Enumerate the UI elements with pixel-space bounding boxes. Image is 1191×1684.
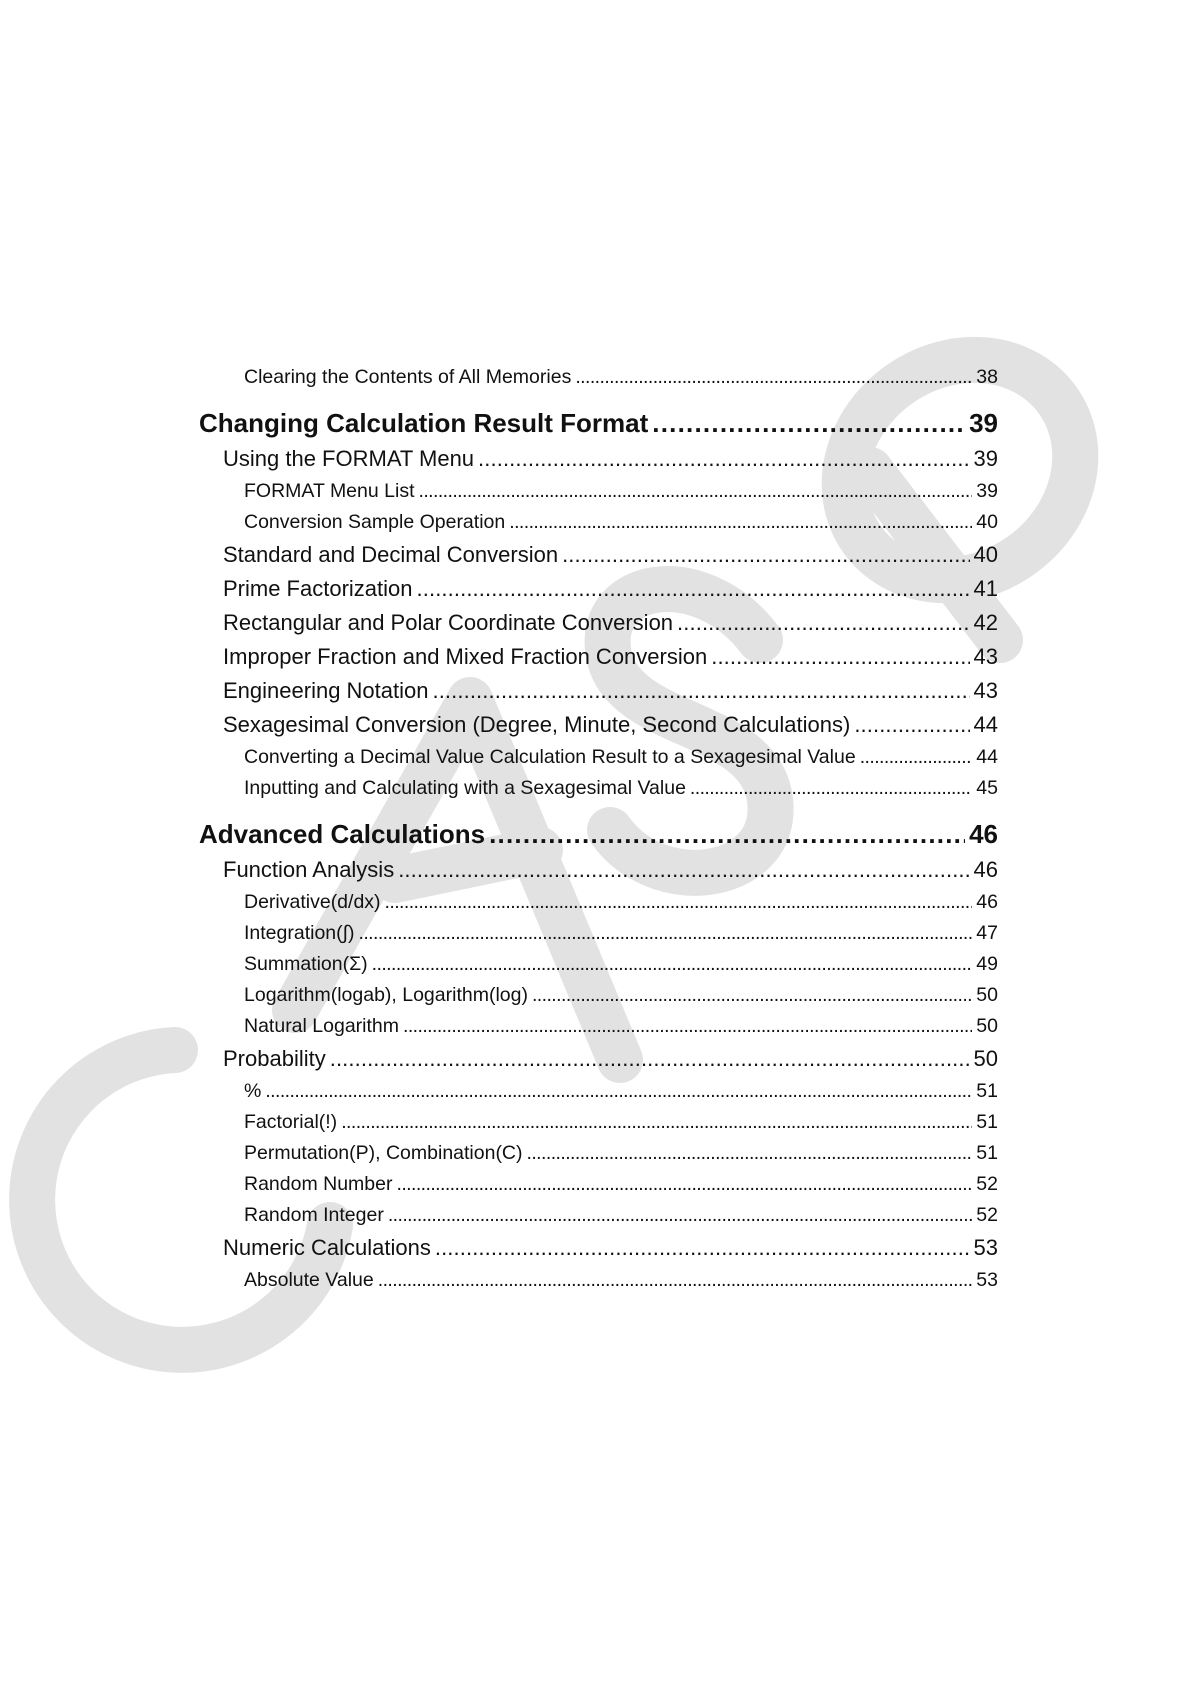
toc-entry-title: Inputting and Calculating with a Sexagesimal Value — [244, 777, 686, 799]
toc-entry-title: Derivative(d/dx) — [244, 891, 381, 913]
toc-entry-title: Standard and Decimal Conversion — [223, 542, 559, 567]
toc-entry-title: Summation(Σ) — [244, 953, 368, 975]
table-of-contents — [199, 362, 998, 1296]
toc-entry[interactable] — [199, 742, 998, 773]
dot-leader — [562, 538, 969, 572]
toc-entry-title: Random Number — [244, 1173, 393, 1195]
toc-entry-page: 53 — [973, 1235, 998, 1260]
toc-entry[interactable] — [199, 1107, 998, 1138]
toc-entry-page: 40 — [973, 542, 998, 567]
toc-entry[interactable] — [199, 538, 998, 572]
toc-entry-page: 42 — [973, 610, 998, 635]
toc-entry-title: Using the FORMAT Menu — [223, 446, 475, 471]
toc-entry[interactable] — [199, 572, 998, 606]
toc-entry[interactable] — [199, 773, 998, 804]
toc-entry-page: 39 — [973, 446, 998, 471]
toc-entry[interactable] — [199, 674, 998, 708]
toc-entry-title: Engineering Notation — [223, 678, 429, 703]
toc-entry-page: 38 — [976, 366, 998, 388]
dot-leader — [527, 1138, 973, 1169]
toc-entry-page: 51 — [976, 1142, 998, 1164]
toc-entry[interactable] — [199, 507, 998, 538]
toc-entry-page: 39 — [969, 408, 998, 438]
toc-entry-page: 52 — [976, 1173, 998, 1195]
toc-entry[interactable] — [199, 1231, 998, 1265]
toc-entry-page: 52 — [976, 1204, 998, 1226]
dot-leader — [690, 773, 972, 804]
toc-entry[interactable] — [199, 476, 998, 507]
toc-entry[interactable] — [199, 815, 998, 853]
dot-leader — [677, 606, 969, 640]
dot-leader — [432, 674, 969, 708]
toc-entry-title: Probability — [223, 1046, 326, 1071]
toc-entry-page: 53 — [976, 1269, 998, 1291]
dot-leader — [489, 815, 965, 853]
toc-entry-title: Numeric Calculations — [223, 1235, 431, 1260]
toc-entry[interactable] — [199, 640, 998, 674]
toc-entry-title: % — [244, 1080, 262, 1102]
toc-entry-title: Prime Factorization — [223, 576, 413, 601]
toc-entry[interactable] — [199, 1011, 998, 1042]
toc-entry-title: Absolute Value — [244, 1269, 374, 1291]
toc-entry-page: 46 — [976, 891, 998, 913]
toc-entry[interactable] — [199, 949, 998, 980]
toc-entry-page: 49 — [976, 953, 998, 975]
toc-entry-title: Random Integer — [244, 1204, 384, 1226]
toc-entry-title: Changing Calculation Result Format — [199, 408, 649, 438]
toc-entry[interactable] — [199, 362, 998, 393]
toc-entry-page: 50 — [976, 984, 998, 1006]
dot-leader — [478, 442, 969, 476]
toc-entry-page: 40 — [976, 511, 998, 533]
toc-entry[interactable] — [199, 918, 998, 949]
toc-entry[interactable] — [199, 1265, 998, 1296]
toc-entry[interactable] — [199, 708, 998, 742]
toc-entry-title: Integration(∫) — [244, 922, 355, 944]
dot-leader — [372, 949, 973, 980]
toc-entry-title: Improper Fraction and Mixed Fraction Conversion — [223, 644, 708, 669]
toc-entry-page: 51 — [976, 1080, 998, 1102]
dot-leader — [388, 1200, 972, 1231]
toc-entry-page: 41 — [973, 576, 998, 601]
dot-leader — [398, 853, 969, 887]
dot-leader — [652, 404, 965, 442]
toc-entry-title: Conversion Sample Operation — [244, 511, 506, 533]
toc-entry-page: 44 — [973, 712, 998, 737]
toc-entry-page: 45 — [976, 777, 998, 799]
toc-entry-title: Clearing the Contents of All Memories — [244, 366, 572, 388]
toc-entry-title: Natural Logarithm — [244, 1015, 399, 1037]
toc-entry-title: Advanced Calculations — [199, 819, 486, 849]
toc-entry-title: Sexagesimal Conversion (Degree, Minute, Second Calculations) — [223, 712, 851, 737]
toc-entry-title: FORMAT Menu List — [244, 480, 415, 502]
dot-leader — [532, 980, 972, 1011]
toc-entry[interactable] — [199, 887, 998, 918]
toc-entry-page: 50 — [973, 1046, 998, 1071]
toc-entry-title: Converting a Decimal Value Calculation Result to a Sexagesimal Value — [244, 746, 856, 768]
toc-entry-page: 47 — [976, 922, 998, 944]
toc-entry[interactable] — [199, 980, 998, 1011]
toc-entry-page: 43 — [973, 644, 998, 669]
toc-entry-page: 46 — [973, 857, 998, 882]
toc-entry[interactable] — [199, 1138, 998, 1169]
dot-leader — [385, 887, 973, 918]
toc-entry-title: Logarithm(logab), Logarithm(log) — [244, 984, 528, 1006]
dot-leader — [403, 1011, 972, 1042]
dot-leader — [417, 572, 970, 606]
dot-leader — [860, 742, 973, 773]
toc-entry[interactable] — [199, 853, 998, 887]
dot-leader — [341, 1107, 972, 1138]
toc-entry[interactable] — [199, 1042, 998, 1076]
dot-leader — [575, 362, 972, 393]
toc-entry[interactable] — [199, 1200, 998, 1231]
toc-entry[interactable] — [199, 404, 998, 442]
dot-leader — [418, 476, 972, 507]
toc-entry-page: 39 — [976, 480, 998, 502]
dot-leader — [330, 1042, 970, 1076]
dot-leader — [396, 1169, 972, 1200]
toc-entry-title: Factorial(!) — [244, 1111, 338, 1133]
dot-leader — [509, 507, 972, 538]
dot-leader — [358, 918, 972, 949]
toc-entry-title: Function Analysis — [223, 857, 395, 882]
toc-entry[interactable] — [199, 1076, 998, 1107]
dot-leader — [378, 1265, 973, 1296]
dot-leader — [854, 708, 969, 742]
toc-entry-page: 50 — [976, 1015, 998, 1037]
toc-entry-title: Permutation(P), Combination(C) — [244, 1142, 523, 1164]
dot-leader — [711, 640, 969, 674]
toc-entry[interactable] — [199, 606, 998, 640]
dot-leader — [435, 1231, 970, 1265]
dot-leader — [265, 1076, 972, 1107]
toc-entry[interactable] — [199, 1169, 998, 1200]
toc-entry-page: 44 — [976, 746, 998, 768]
toc-entry-page: 51 — [976, 1111, 998, 1133]
toc-entry-page: 43 — [973, 678, 998, 703]
toc-entry[interactable] — [199, 442, 998, 476]
toc-entry-page: 46 — [969, 819, 998, 849]
toc-entry-title: Rectangular and Polar Coordinate Conversion — [223, 610, 674, 635]
